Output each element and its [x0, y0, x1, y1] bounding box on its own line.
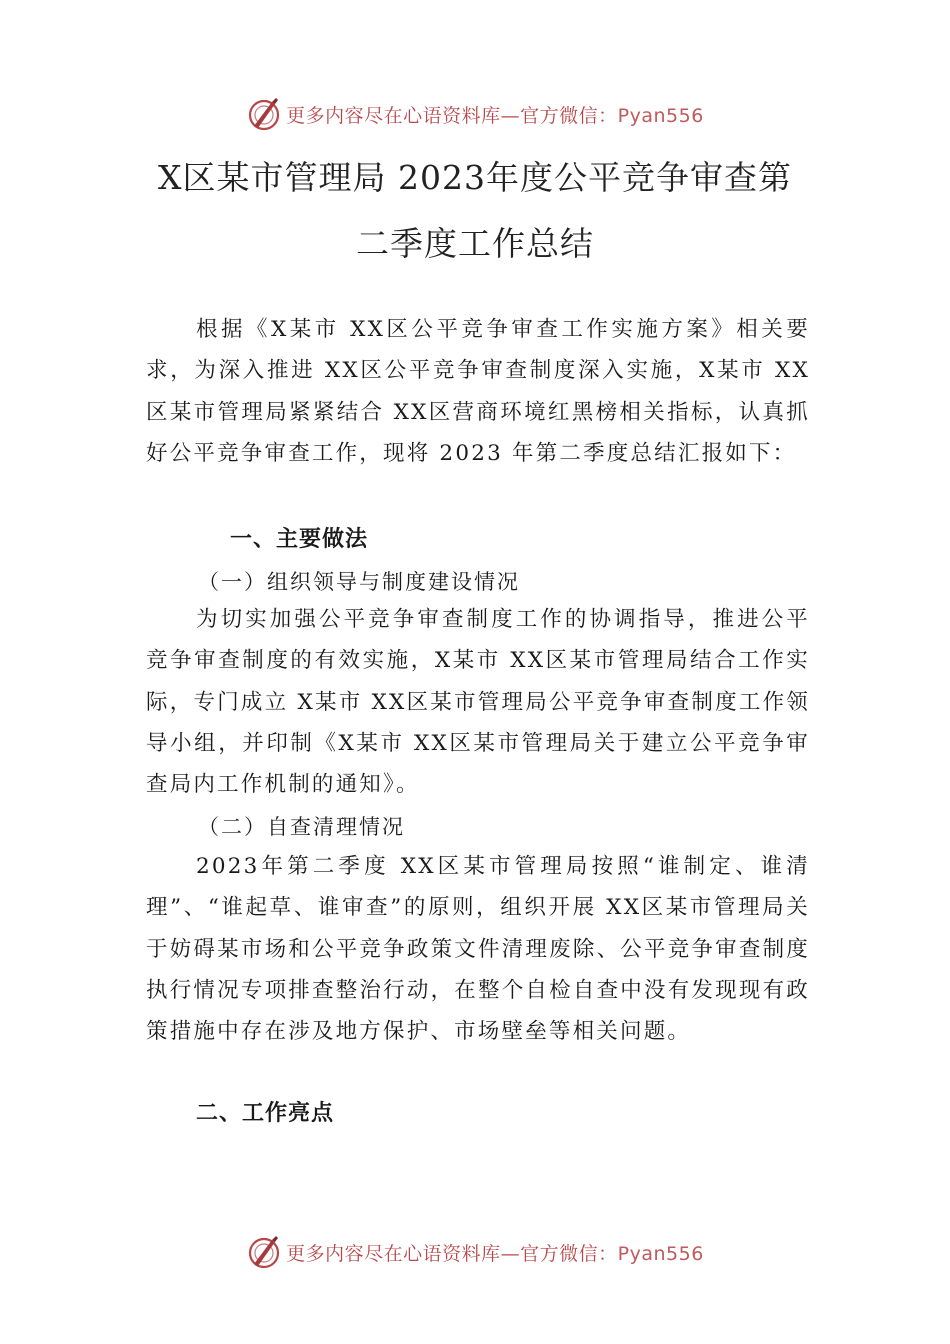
- paragraph-organization: 为切实加强公平竞争审查制度工作的协调指导，推进公平竞争审查制度的有效实施，X某市 XX区某市管理局结合工作实际，专门成立 X某市 XX区某市管理局公平竞争审查制度工作领导小组，并印制《X某市 XX区某市管理局关于建立公平竞争审查局内工作机制的通知》。: [146, 607, 810, 798]
- intro-paragraph: 根据《X某市 XX区公平竞争审查工作实施方案》相关要求，为深入推进 XX区公平竞争审查制度深入实施，X某市 XX区某市管理局紧紧结合 XX区营商环境红黑榜相关指标，认真抓好公平竞争审查工作，现将 2023 年第二季度总结汇报如下：: [146, 317, 810, 466]
- paragraph-self-check: 2023年第二季度 XX区某市管理局按照“谁制定、谁清理”、“谁起草、谁审查”的原则，组织开展 XX区某市管理局关于妨碍某市场和公平竞争政策文件清理废除、公平竞争审查制度执行情况专项排查整治行动，在整个自检自查中没有发现现有政策措施中存在涉及地方保护、市场壁垒等相关问题。: [146, 854, 810, 1045]
- brush-logo-icon: [246, 96, 282, 132]
- section-heading-highlights: 二、工作亮点: [196, 1101, 335, 1126]
- watermark-footer: [0, 1232, 950, 1272]
- watermark-text: 更多内容尽在心语资料库—官方微信：Pyan556: [286, 104, 704, 127]
- watermark-text: 更多内容尽在心语资料库—官方微信：Pyan556: [286, 1242, 704, 1265]
- document-title-line-2: 二季度工作总结: [356, 224, 594, 263]
- document-title-line-1: X区某市管理局 2023年度公平竞争审查第: [158, 158, 792, 197]
- section-heading-main-practices: 一、主要做法: [230, 527, 369, 552]
- subsection-heading-self-check: （二）自查清理情况: [198, 815, 405, 839]
- watermark-header: [0, 94, 950, 134]
- subsection-heading-organization: （一）组织领导与制度建设情况: [198, 570, 520, 594]
- brush-logo-icon: [246, 1234, 282, 1270]
